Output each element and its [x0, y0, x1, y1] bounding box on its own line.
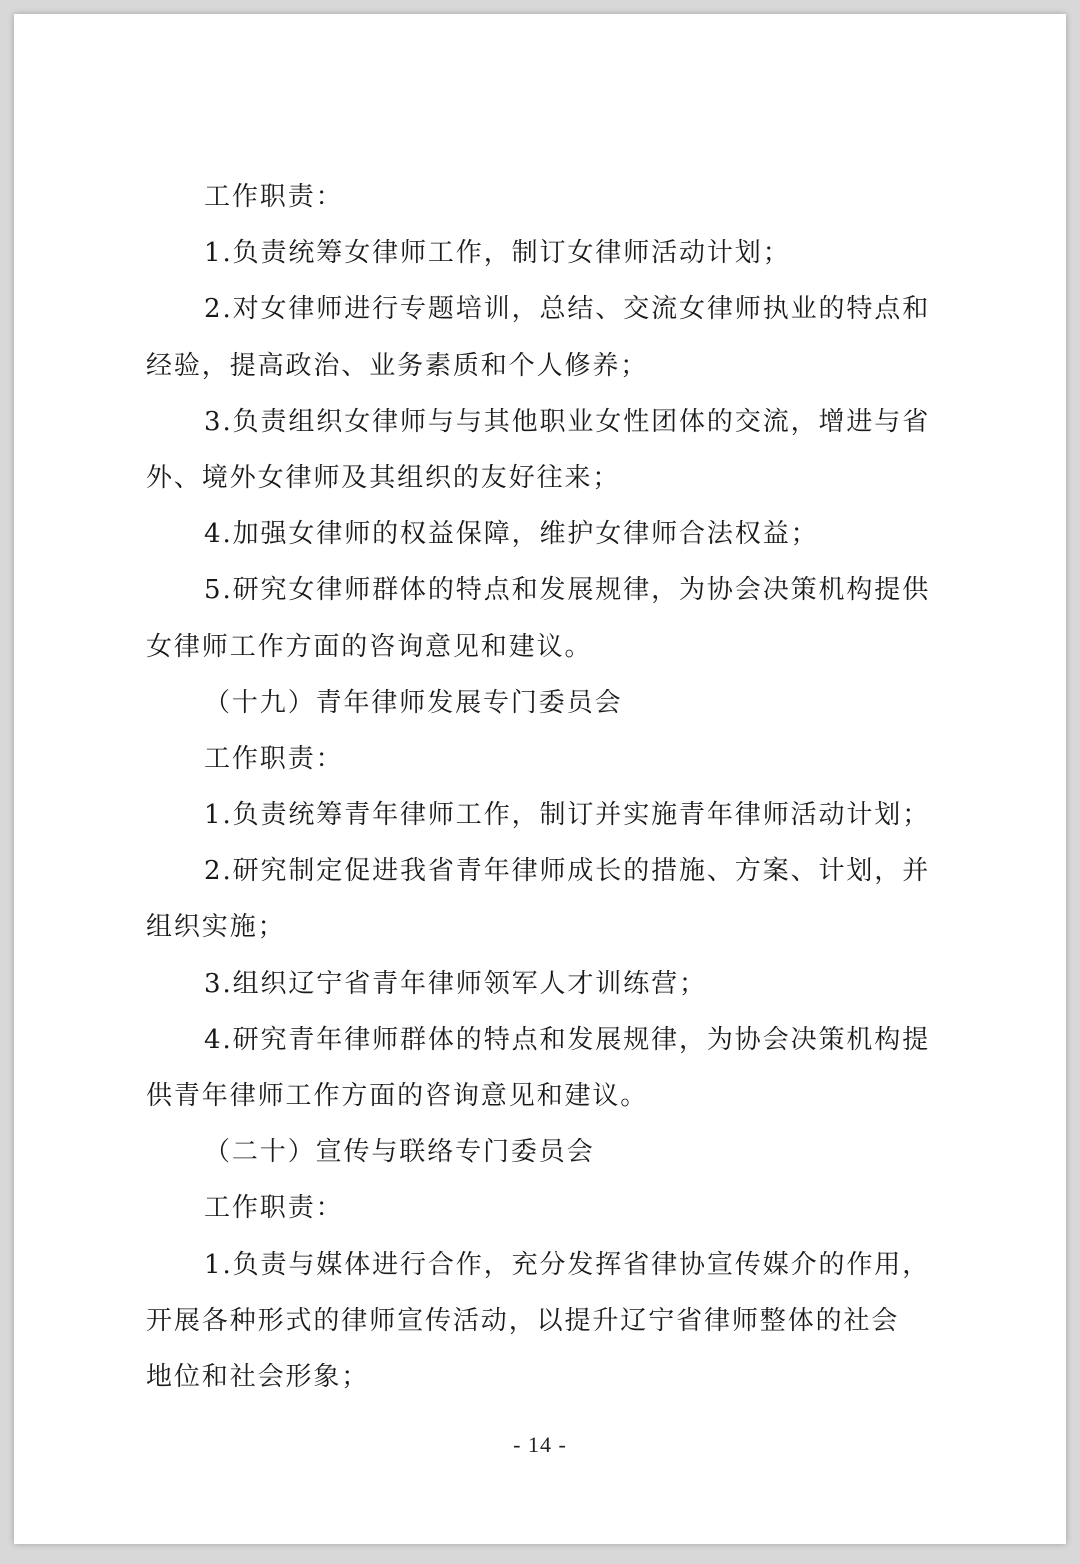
paragraph-line: 3.负责组织女律师与与其他职业女性团体的交流，增进与省	[204, 406, 931, 437]
paragraph-line: 3.组织辽宁省青年律师领军人才训练营；	[204, 968, 707, 999]
document-body	[146, 169, 946, 1405]
section-heading: （十九）青年律师发展专门委员会	[204, 687, 623, 718]
paragraph-line: 组织实施；	[146, 912, 286, 943]
paragraph-line: 2.研究制定促进我省青年律师成长的措施、方案、计划，并	[204, 856, 931, 887]
paragraph-line: 4.加强女律师的权益保障，维护女律师合法权益；	[204, 519, 819, 550]
paragraph-line: 工作职责：	[204, 743, 344, 774]
paragraph-line: 1.负责统筹女律师工作，制订女律师活动计划；	[204, 238, 791, 269]
paragraph-line: 5.研究女律师群体的特点和发展规律，为协会决策机构提供	[204, 575, 931, 606]
page-number: - 14 -	[513, 1432, 567, 1457]
paragraph-line: 女律师工作方面的咨询意见和建议。	[146, 631, 593, 662]
section-heading: （二十）宣传与联络专门委员会	[204, 1137, 595, 1168]
paragraph-line: 1.负责与媒体进行合作，充分发挥省律协宣传媒介的作用，	[204, 1249, 931, 1280]
paragraph-line: 1.负责统筹青年律师工作，制订并实施青年律师活动计划；	[204, 800, 931, 831]
paragraph-line: 供青年律师工作方面的咨询意见和建议。	[146, 1081, 649, 1111]
paragraph-line: 开展各种形式的律师宣传活动，以提升辽宁省律师整体的社会	[146, 1305, 900, 1336]
paragraph-line: 外、境外女律师及其组织的友好往来；	[146, 462, 621, 493]
document-page	[14, 14, 1066, 1544]
paragraph-line: 工作职责：	[204, 1193, 344, 1224]
paragraph-line: 地位和社会形象；	[146, 1361, 370, 1392]
paragraph-line: 4.研究青年律师群体的特点和发展规律，为协会决策机构提	[204, 1024, 931, 1055]
paragraph-line: 工作职责：	[204, 182, 344, 212]
paragraph-line: 2.对女律师进行专题培训，总结、交流女律师执业的特点和	[204, 294, 931, 325]
paragraph-line: 经验，提高政治、业务素质和个人修养；	[146, 350, 649, 381]
